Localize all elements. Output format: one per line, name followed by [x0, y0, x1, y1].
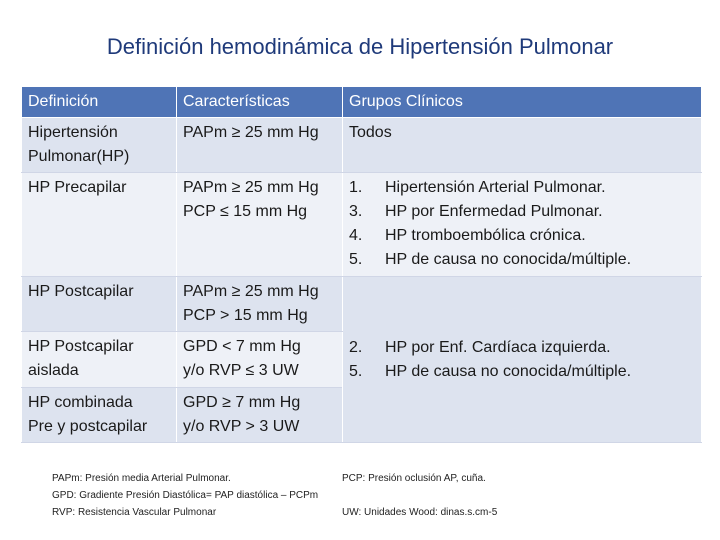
legend-papm: PAPm: Presión media Arterial Pulmonar. — [52, 473, 231, 484]
header-caracteristicas: Características — [177, 87, 343, 118]
definition-line: Pre y postcapilar — [28, 418, 148, 435]
definition-cell — [22, 277, 177, 332]
group-number: 5. — [349, 251, 363, 268]
table-row — [22, 277, 702, 332]
legend-row — [52, 487, 522, 504]
table-row — [22, 118, 702, 173]
characteristic-line: y/o RVP > 3 UW — [183, 418, 300, 435]
legend-row — [52, 504, 522, 521]
definition-line: HP Postcapilar — [28, 283, 134, 300]
group-label: HP por Enfermedad Pulmonar. — [385, 203, 603, 220]
characteristic-line: y/o RVP ≤ 3 UW — [183, 362, 299, 379]
characteristic-line: PCP > 15 mm Hg — [183, 307, 308, 324]
characteristic-line: GPD ≥ 7 mm Hg — [183, 394, 301, 411]
clinical-group-text: Todos — [349, 124, 392, 141]
definition-line: aislada — [28, 362, 79, 379]
group-number: 3. — [349, 203, 363, 220]
characteristic-line: PAPm ≥ 25 mm Hg — [183, 283, 319, 300]
group-number: 2. — [349, 338, 363, 356]
group-label: Hipertensión Arterial Pulmonar. — [385, 179, 606, 196]
header-grupos-clinicos: Grupos Clínicos — [343, 87, 702, 118]
clinical-group-item — [349, 360, 695, 384]
characteristics-cell — [177, 277, 343, 332]
characteristics-cell — [177, 388, 343, 443]
header-definicion: Definición — [22, 87, 177, 118]
group-label: HP tromboembólica crónica. — [385, 227, 586, 244]
definition-cell — [22, 118, 177, 173]
characteristics-cell — [177, 118, 343, 173]
characteristic-line: PAPm ≥ 25 mm Hg — [183, 124, 319, 141]
table-header-row — [22, 87, 702, 118]
characteristic-line: PCP ≤ 15 mm Hg — [183, 203, 308, 220]
table-row — [22, 173, 702, 277]
group-number: 5. — [349, 362, 363, 380]
definition-cell — [22, 332, 177, 388]
definition-line: Pulmonar(HP) — [28, 148, 130, 165]
legend-gpd: GPD: Gradiente Presión Diastólica= PAP diastólica – PCPm — [52, 490, 319, 501]
clinical-groups-cell — [343, 173, 702, 277]
characteristic-line: GPD < 7 mm Hg — [183, 338, 301, 355]
clinical-groups-cell — [343, 118, 702, 173]
hemodynamic-definition-table — [21, 86, 702, 443]
clinical-group-item — [349, 200, 695, 224]
definition-line: Hipertensión — [28, 124, 118, 141]
group-label: HP de causa no conocida/múltiple. — [385, 251, 632, 268]
clinical-group-item — [349, 248, 695, 272]
page-title: Definición hemodinámica de Hipertensión Pulmonar — [106, 34, 614, 59]
legend-rvp: RVP: Resistencia Vascular Pulmonar — [52, 507, 217, 518]
definition-line: HP Precapilar — [28, 179, 127, 196]
legend-pcp: PCP: Presión oclusión AP, cuña. — [342, 473, 486, 484]
definition-line: HP combinada — [28, 394, 133, 411]
clinical-group-item — [349, 224, 695, 248]
clinical-group-item — [349, 336, 695, 360]
abbreviations-legend — [52, 470, 522, 521]
group-label: HP de causa no conocida/múltiple. — [385, 362, 632, 380]
group-number: 4. — [349, 227, 363, 244]
clinical-group-item — [349, 176, 695, 200]
definition-line: HP Postcapilar — [28, 338, 134, 355]
definition-cell — [22, 173, 177, 277]
characteristics-cell — [177, 332, 343, 388]
group-number: 1. — [349, 179, 363, 196]
definition-cell — [22, 388, 177, 443]
clinical-groups-cell — [343, 277, 702, 443]
characteristics-cell — [177, 173, 343, 277]
legend-uw: UW: Unidades Wood: dinas.s.cm-5 — [342, 507, 498, 518]
characteristic-line: PAPm ≥ 25 mm Hg — [183, 179, 319, 196]
legend-row — [52, 470, 522, 487]
group-label: HP por Enf. Cardíaca izquierda. — [385, 338, 611, 356]
